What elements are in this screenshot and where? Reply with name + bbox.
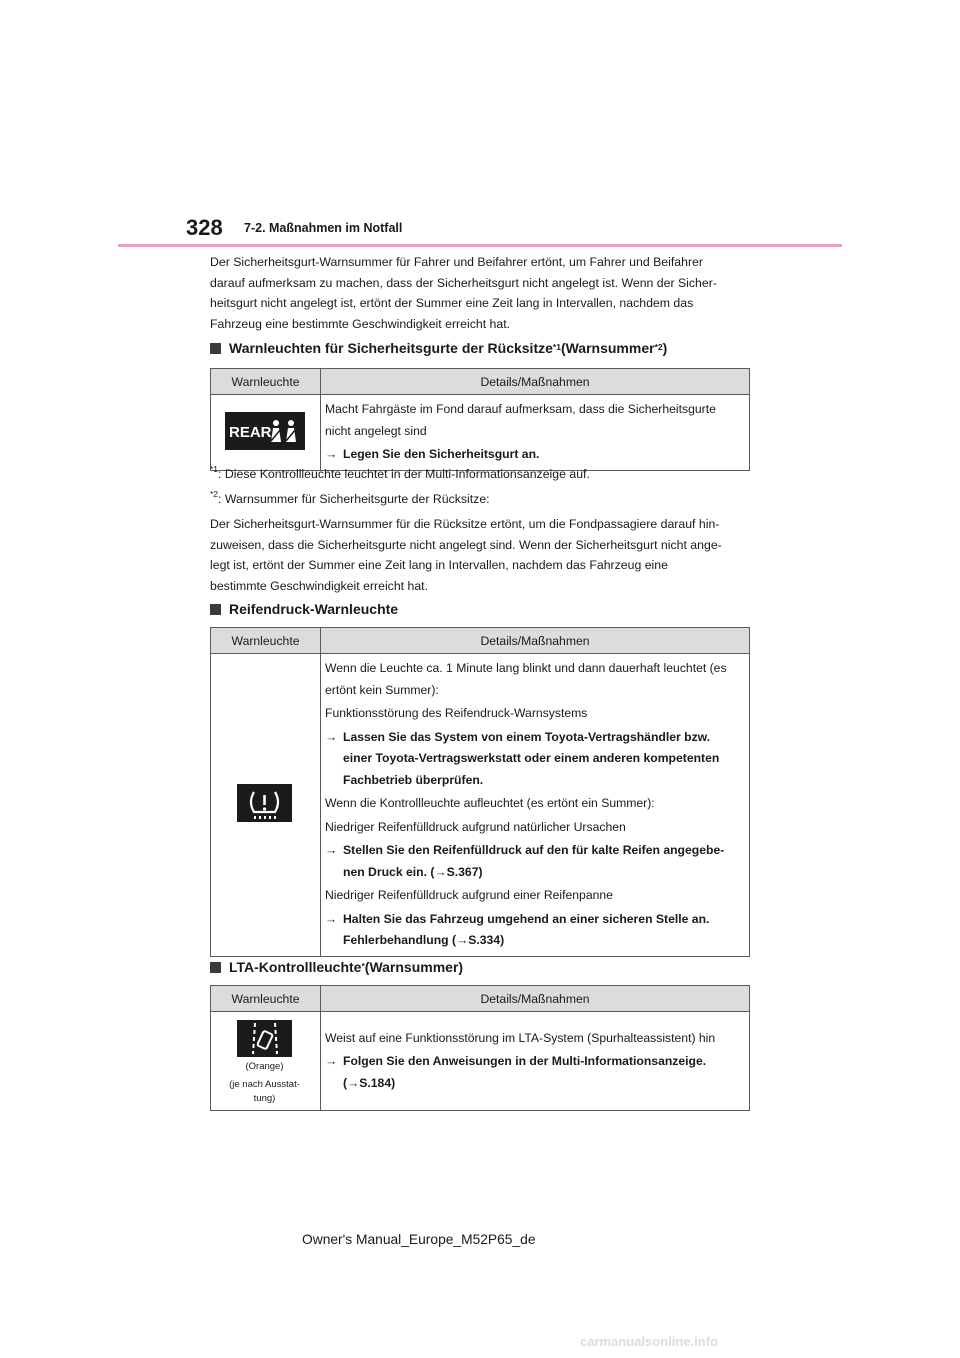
detail-text: ertönt kein Summer):: [325, 682, 439, 697]
icon-caption: tung): [253, 1093, 276, 1104]
icon-caption: (je nach Ausstat-: [229, 1079, 300, 1090]
detail-text: Wenn die Kontrollleuchte aufleuchtet (es ertönt ein Summer):: [325, 796, 655, 810]
action-line: Stellen Sie den Reifenfülldruck auf den für kalte Reifen angegebe-: [343, 843, 725, 857]
intro-line: Der Sicherheitsgurt-Warnsummer für Fahrer und Beifahrer ertönt, um Fahrer und Beifahrer: [210, 255, 703, 269]
rear-icon-label: REAR: [228, 423, 272, 441]
arrow-icon: →: [434, 864, 447, 879]
detail-text: nicht angelegt sind: [325, 423, 427, 438]
heading-text: (Warnsummer: [560, 340, 655, 356]
action-line: Halten Sie das Fahrzeug umgehend an einer sicheren Stelle an.: [343, 911, 710, 926]
rear-line: Der Sicherheitsgurt-Warnsummer für die Rücksitze ertönt, um die Fondpassagiere darauf hin-: [210, 517, 720, 531]
details-cell: [321, 395, 750, 471]
rear-seatbelt-table: [210, 368, 750, 471]
lta-warning-icon: [237, 1020, 292, 1057]
lta-table: [210, 985, 750, 1111]
icon-cell: [211, 1012, 321, 1111]
action-instruction: [325, 1051, 743, 1094]
tire-pressure-heading: [210, 601, 398, 617]
arrow-icon: →: [456, 933, 469, 947]
column-header: Details/Maßnahmen: [321, 628, 750, 654]
heading-text: Reifendruck-Warnleuchte: [229, 601, 399, 617]
header-rule: [118, 244, 842, 247]
detail-text: Funktionsstörung des Reifendruck-Warnsystems: [325, 706, 588, 720]
arrow-icon: →: [325, 1054, 338, 1069]
rear-line: zuweisen, dass die Sicherheitsgurte nicht angelegt sind. Wenn der Sicherheitsgurt nicht ange-: [210, 537, 722, 552]
detail-text: Weist auf eine Funktionsstörung im LTA-System (Spurhalteassistent) hin: [325, 1030, 716, 1045]
action-line: Fachbetrieb überprüfen.: [343, 772, 484, 787]
action-line: (: [343, 1075, 348, 1090]
action-instruction: [325, 909, 743, 952]
detail-text: Macht Fahrgäste im Fond darauf aufmerksam, dass die Sicherheitsgurte: [325, 402, 716, 416]
footnote-text: : Diese Kontrollleuchte leuchtet in der Multi-Informationsanzeige auf.: [218, 467, 590, 481]
footnote-mark: *1: [210, 463, 219, 474]
intro-line: heitsgurt nicht angelegt ist, ertönt der Summer eine Zeit lang in Intervallen, nachdem das: [210, 296, 694, 310]
action-instruction: [325, 444, 743, 466]
action-text: [343, 727, 719, 792]
column-header: Details/Maßnahmen: [321, 369, 750, 395]
page-reference-link[interactable]: S.184): [359, 1075, 396, 1090]
detail-text: Wenn die Leuchte ca. 1 Minute lang blinkt und dann dauerhaft leuchtet (es: [325, 661, 727, 675]
intro-paragraph: [210, 252, 755, 334]
action-line: einer Toyota-Vertragswerkstatt oder einem anderen kompetenten: [343, 751, 720, 765]
arrow-icon: →: [325, 729, 338, 744]
action-line: Fehlerbehandlung (: [343, 933, 457, 947]
arrow-icon: →: [325, 911, 338, 926]
rear-line: legt ist, ertönt der Summer eine Zeit lang in Intervallen, nachdem das Fahrzeug eine: [210, 558, 668, 572]
icon-cell: [211, 395, 321, 471]
column-header: Warnleuchte: [211, 369, 321, 395]
bullet-square-icon: [210, 343, 221, 354]
lta-heading: LTA-Kontrollleuchte * (Warnsummer): [210, 959, 463, 975]
page-reference-link[interactable]: S.334): [468, 933, 505, 947]
rear-seatbelt-warning-icon: [225, 412, 305, 450]
rear-seatbelt-heading: Warnleuchten für Sicherheitsgurte der Rücksitze $^{*1}$ (Warnsummer $^{*2}$ ): [210, 340, 667, 356]
detail-text: Niedriger Reifenfülldruck aufgrund einer Reifenpanne: [325, 888, 613, 902]
watermark: carmanualsonline.info: [580, 1334, 718, 1349]
action-text: [343, 840, 724, 883]
action-line: Lassen Sie das System von einem Toyota-Vertragshändler bzw.: [343, 729, 711, 744]
footnote-text: : Warnsummer für Sicherheitsgurte der Rücksitze:: [218, 492, 490, 506]
arrow-icon: →: [347, 1075, 360, 1090]
tire-pressure-warning-icon: [237, 784, 292, 822]
arrow-icon: →: [325, 843, 338, 857]
bullet-square-icon: [210, 962, 221, 973]
details-cell: [321, 1012, 750, 1111]
tire-pressure-table: [210, 627, 750, 957]
action-instruction: [325, 840, 743, 883]
page-number: 328: [186, 215, 223, 240]
intro-line: Fahrzeug eine bestimmte Geschwindigkeit erreicht hat.: [210, 316, 511, 331]
icon-caption: (Orange): [245, 1061, 284, 1072]
rear-line: bestimmte Geschwindigkeit erreicht hat.: [210, 578, 429, 593]
heading-text: LTA-Kontrollleuchte: [229, 959, 362, 975]
action-line: Folgen Sie den Anweisungen in der Multi-Informationsanzeige.: [343, 1054, 707, 1069]
footer-text: Owner's Manual_Europe_M52P65_de: [302, 1232, 536, 1247]
rear-paragraph: [210, 514, 755, 596]
footnote-2: [210, 488, 490, 506]
heading-text: Warnleuchten für Sicherheitsgurte der Rücksitze: [229, 340, 553, 356]
heading-text: ): [662, 340, 668, 356]
heading-text: (Warnsummer): [364, 959, 464, 975]
arrow-icon: →: [325, 447, 338, 461]
column-header: Details/Maßnahmen: [321, 986, 750, 1012]
action-instruction: [325, 727, 743, 792]
icon-cell: [211, 654, 321, 957]
section-title: 7-2. Maßnahmen im Notfall: [244, 221, 403, 235]
details-cell: [321, 654, 750, 957]
detail-text: Niedriger Reifenfülldruck aufgrund natürlicher Ursachen: [325, 819, 626, 834]
intro-line: darauf aufmerksam zu machen, dass der Sicherheitsgurt nicht angelegt ist. Wenn der Sicher-: [210, 275, 717, 290]
action-text: [343, 1051, 706, 1094]
footnote-mark: *2: [210, 488, 219, 499]
column-header: Warnleuchte: [211, 628, 321, 654]
action-line: nen Druck ein. (: [343, 864, 435, 879]
bullet-square-icon: [210, 604, 221, 615]
footnote-1: [210, 463, 590, 481]
column-header: Warnleuchte: [211, 986, 321, 1012]
action-text: [343, 909, 709, 952]
page-reference-link[interactable]: S.367): [446, 864, 483, 879]
action-text: Legen Sie den Sicherheitsgurt an.: [343, 447, 540, 461]
